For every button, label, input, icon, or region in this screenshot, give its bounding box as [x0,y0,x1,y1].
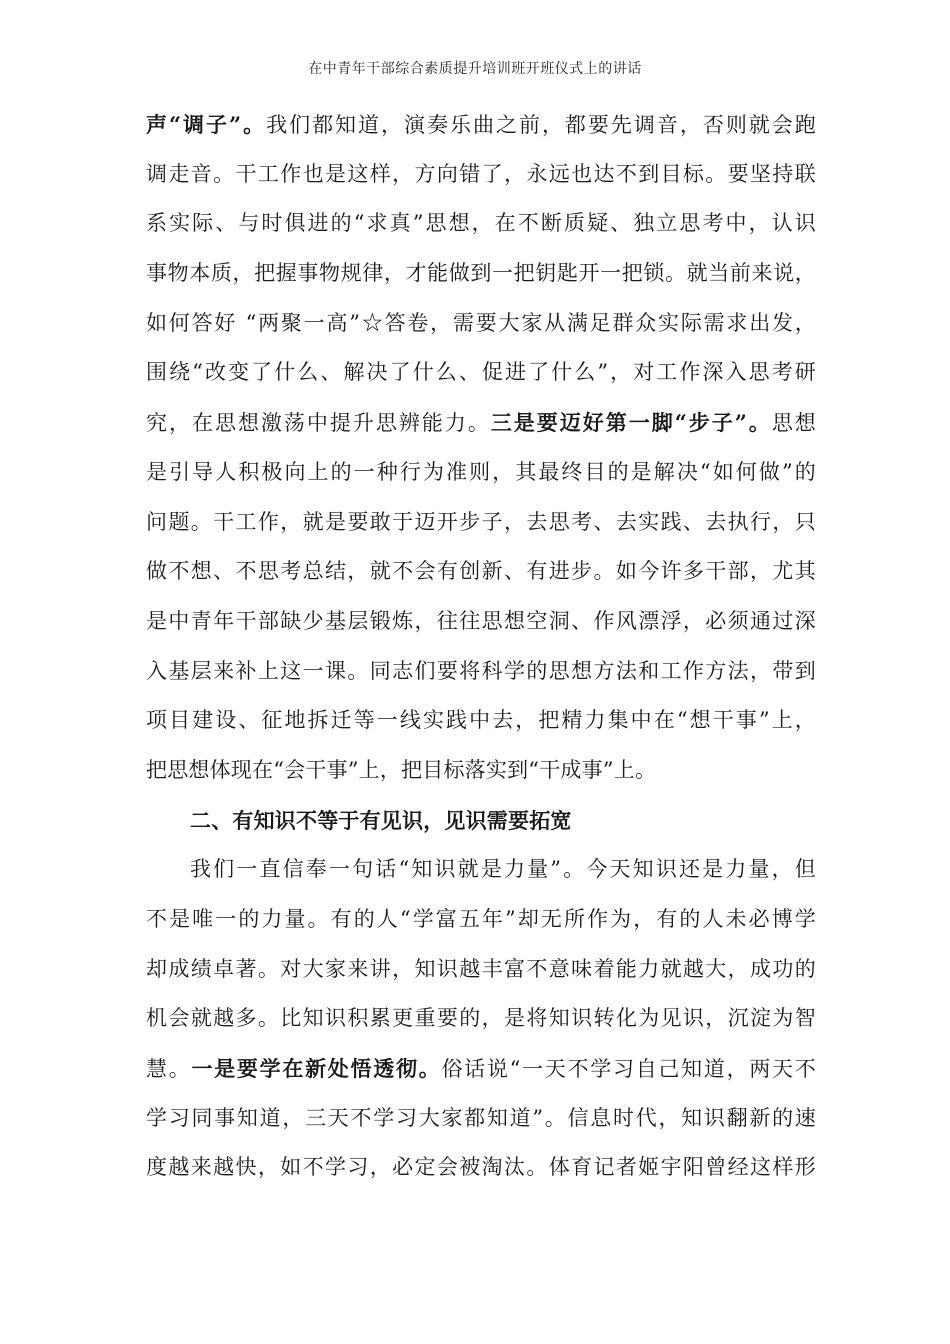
text-span: 思想 [771,411,816,436]
text-line: 问题。干工作，就是要敢于迈开步子，去思考、去实践、去执行，只 [146,509,816,534]
text-line [146,100,816,150]
text-span: 俗话说“一天不学习自己知道，两天不 [441,1057,816,1082]
text-line: 调走音。干工作也是这样，方向错了，永远也达不到目标。要坚持联 [146,161,816,186]
text-line: 事物本质，把握事物规律，才能做到一把钥匙开一把锁。就当前来说， [146,261,816,286]
text-line: 是中青年干部缺少基层锻炼，往往思想空洞、作风漂浮，必须通过深 [146,608,816,633]
text-line [146,1044,816,1094]
text-span: 我们都知道，演奏乐曲之前，都要先调音，否则就会跑 [266,113,816,137]
text-line: 却成绩卓著。对大家来讲，知识越丰富不意味着能力就越大，成功的 [146,956,816,981]
bold-phrase: 三是要迈好第一脚“步子”。 [490,410,772,436]
text-line: 机会就越多。比知识积累更重要的，是将知识转化为见识，沉淀为智 [146,1006,816,1031]
bold-phrase: 声“调子”。 [146,112,267,137]
text-line: 我们一直信奉一句话“知识就是力量”。今天知识还是力量，但 [190,857,816,882]
text-span: 究，在思想激荡中提升思辨能力。 [146,411,491,436]
section-heading: 二、有知识不等于有见识，见识需要拓宽 [190,807,572,833]
text-line: 项目建设、征地拆迁等一线实践中去，把精力集中在“想干事”上， [146,708,816,733]
text-line: 如何答好 “两聚一高”☆答卷，需要大家从满足群众实际需求出发， [146,310,816,335]
text-line: 不是唯一的力量。有的人“学富五年”却无所作为，有的人未必博学 [146,907,816,931]
document-body [146,100,816,1193]
text-line: 系实际、与时俱进的“求真”思想，在不断质疑、独立思考中，认识 [146,211,816,236]
text-line: 围绕“改变了什么、解决了什么、促进了什么”，对工作深入思考研 [146,360,816,385]
text-line: 入基层来补上这一课。同志们要将科学的思想方法和工作方法，带到 [146,658,816,683]
text-line [146,398,816,448]
text-line: 把思想体现在“会干事”上，把目标落实到“干成事”上。 [146,757,657,782]
text-line: 是引导人积极向上的一种行为准则，其最终目的是解决“如何做”的 [146,459,816,484]
text-line: 做不想、不思考总结，就不会有创新、有进步。如今许多干部，尤其 [146,559,816,584]
text-line: 度越来越快，如不学习，必定会被淘汰。体育记者姬宇阳曾经这样形 [146,1155,816,1180]
text-span: 慧。 [146,1057,192,1082]
running-header: 在中青年干部综合素质提升培训班开班仪式上的讲话 [308,61,642,77]
bold-phrase: 一是要学在新处悟透彻。 [191,1056,442,1082]
text-line: 学习同事知道，三天不学习大家都知道”。信息时代，知识翻新的速 [146,1105,816,1130]
